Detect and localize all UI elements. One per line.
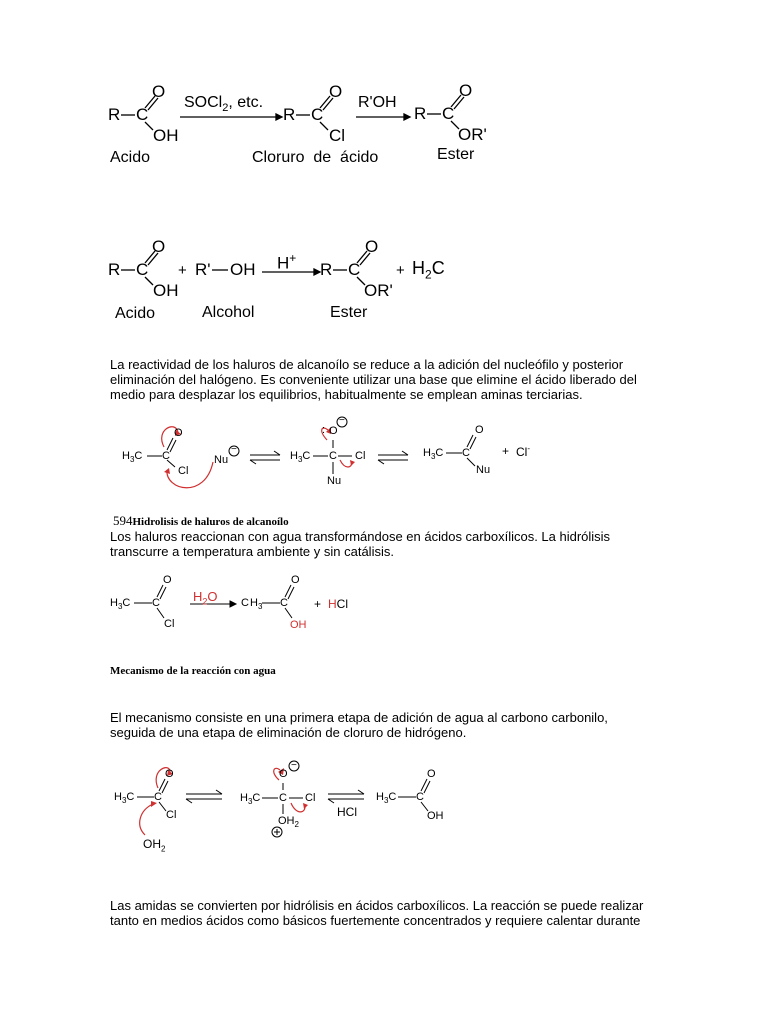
oxygen-c: O	[475, 424, 484, 436]
chloride-ion: Cl-	[516, 444, 531, 459]
acid2-oh: OH	[153, 281, 179, 300]
ester2-r: R	[320, 260, 333, 279]
h3c-label-b: $H_3C$	[290, 450, 311, 465]
nucleophile-a: Nu	[214, 454, 229, 466]
hcl-product: HCl	[328, 597, 349, 611]
chloride-o: O	[329, 82, 343, 101]
label2-acid: Acido	[115, 305, 156, 322]
ester2-or: OR'	[364, 281, 393, 300]
alcohol-oh: OH	[230, 260, 256, 279]
h3c-label-a: $H_3C$	[122, 450, 143, 465]
label2-alcohol: Alcohol	[202, 304, 255, 321]
ester-o: O	[459, 81, 473, 100]
reagent-roh: R'OH	[358, 94, 397, 111]
carbon-f: C	[154, 791, 162, 803]
ester-or: OR'	[458, 125, 487, 144]
oxygen-h: O	[427, 768, 436, 780]
label-acid: Acido	[110, 149, 151, 166]
carbon-g: C	[279, 792, 287, 804]
ester-r: R	[414, 104, 427, 123]
water-product: $H_2C$	[412, 258, 445, 282]
h3c-label-e2: $H_3$	[250, 597, 263, 612]
paragraph-hydrolysis: Los haluros reaccionan con agua transformándose en ácidos carboxílicos. La hidrólisis transcurre a temperatura ambiente y sin catálisis.	[110, 529, 611, 559]
chlorine-a: Cl	[178, 465, 189, 477]
h3c-label-d: $H_3C$	[110, 597, 131, 612]
oxygen-g: O	[279, 768, 288, 780]
section-number: 594	[113, 513, 133, 528]
lone-pair-b: :	[322, 424, 326, 436]
chloride-r: R	[283, 105, 296, 124]
ester2-o: O	[365, 237, 379, 256]
acid2-r: R	[108, 260, 121, 279]
reagent-water: $H_2O$	[193, 589, 218, 607]
acid2-c: C	[136, 260, 149, 279]
plus-3: +	[502, 444, 510, 458]
hydroxyl-h: OH	[427, 810, 444, 822]
oxygen-a: O	[174, 427, 183, 439]
chlorine-b: Cl	[355, 450, 366, 462]
carbon-e: C	[280, 597, 288, 609]
minus-charge-a: −	[231, 444, 237, 455]
paragraph-reactivity: La reactividad de los haluros de alcanoílo se reduce a la adición del nucleófilo y posterior eliminación del halógeno. Es conveniente utilizar una base que elimine el ácido liberado del medio para desplazar los equilibrios, habitualmente se emplean aminas terciarias.	[110, 357, 637, 402]
minus-charge-g: −	[291, 760, 297, 771]
oxygen-f: O	[165, 768, 174, 780]
plus-1: +	[178, 262, 187, 279]
water-nucleophile: $OH_2$	[143, 837, 166, 854]
acid-c: C	[136, 105, 149, 124]
hydroxyl-e: OH	[290, 619, 307, 631]
acid-oh: OH	[153, 126, 179, 145]
section-heading-mechanism: Mecanismo de la reacción con agua	[110, 665, 276, 677]
oxygen-b: O	[329, 425, 338, 437]
minus-charge-b: −	[339, 415, 345, 426]
paragraph-mechanism: El mecanismo consiste en una primera etapa de adición de agua al carbono carbonilo, seguida de una etapa de eliminación de cloruro de hidrógeno.	[110, 710, 608, 740]
h3c-label-h: $H_3C$	[376, 791, 397, 806]
h3c-label-f: $H_3C$	[114, 791, 135, 806]
oxygen-d: O	[163, 574, 172, 586]
alcohol-r: R'	[195, 260, 211, 279]
chloride-c: C	[311, 105, 324, 124]
label2-ester: Ester	[330, 304, 368, 321]
chlorine-d: Cl	[164, 618, 175, 630]
oxygen-e: O	[291, 574, 300, 586]
acid-o: O	[152, 82, 166, 101]
nucleophile-c: Nu	[476, 464, 491, 476]
carbon-b: C	[329, 450, 337, 462]
ester-c: C	[442, 104, 455, 123]
carbon-a: C	[162, 450, 170, 462]
label-ester: Ester	[437, 146, 475, 163]
h3c-label-c: $H_3C$	[423, 447, 444, 462]
acid2-o: O	[152, 237, 166, 256]
section-title: Hidrolisis de haluros de alcanoílo	[132, 516, 289, 528]
label-acid-chloride: Cloruro de ácido	[252, 149, 379, 166]
nucleophile-b: Nu	[327, 475, 342, 487]
carbon-h: C	[416, 791, 424, 803]
acid-r: R	[108, 105, 121, 124]
carbon-c: C	[462, 447, 470, 459]
catalyst-h-plus: H+	[277, 251, 297, 273]
h3c-label-e: C	[241, 597, 249, 609]
plus-4: +	[314, 597, 322, 611]
chloride-cl: Cl	[329, 126, 346, 145]
chlorine-g: Cl	[305, 792, 316, 804]
h3c-label-g: $H_3C$	[240, 792, 261, 807]
plus-2: +	[396, 262, 405, 279]
hcl-label: HCl	[337, 805, 357, 819]
reagent-socl2: SOCl$_2$, etc.	[184, 94, 264, 115]
ester2-c: C	[348, 260, 361, 279]
paragraph-amides: Las amidas se convierten por hidrólisis en ácidos carboxílicos. La reacción se puede realizar tanto en medios ácidos como básicos fuertemente concentrados y requiere calentar durante	[110, 898, 644, 928]
chlorine-f: Cl	[166, 809, 177, 821]
carbon-d: C	[152, 597, 160, 609]
oh2-substituent: $OH_2$	[278, 815, 299, 830]
